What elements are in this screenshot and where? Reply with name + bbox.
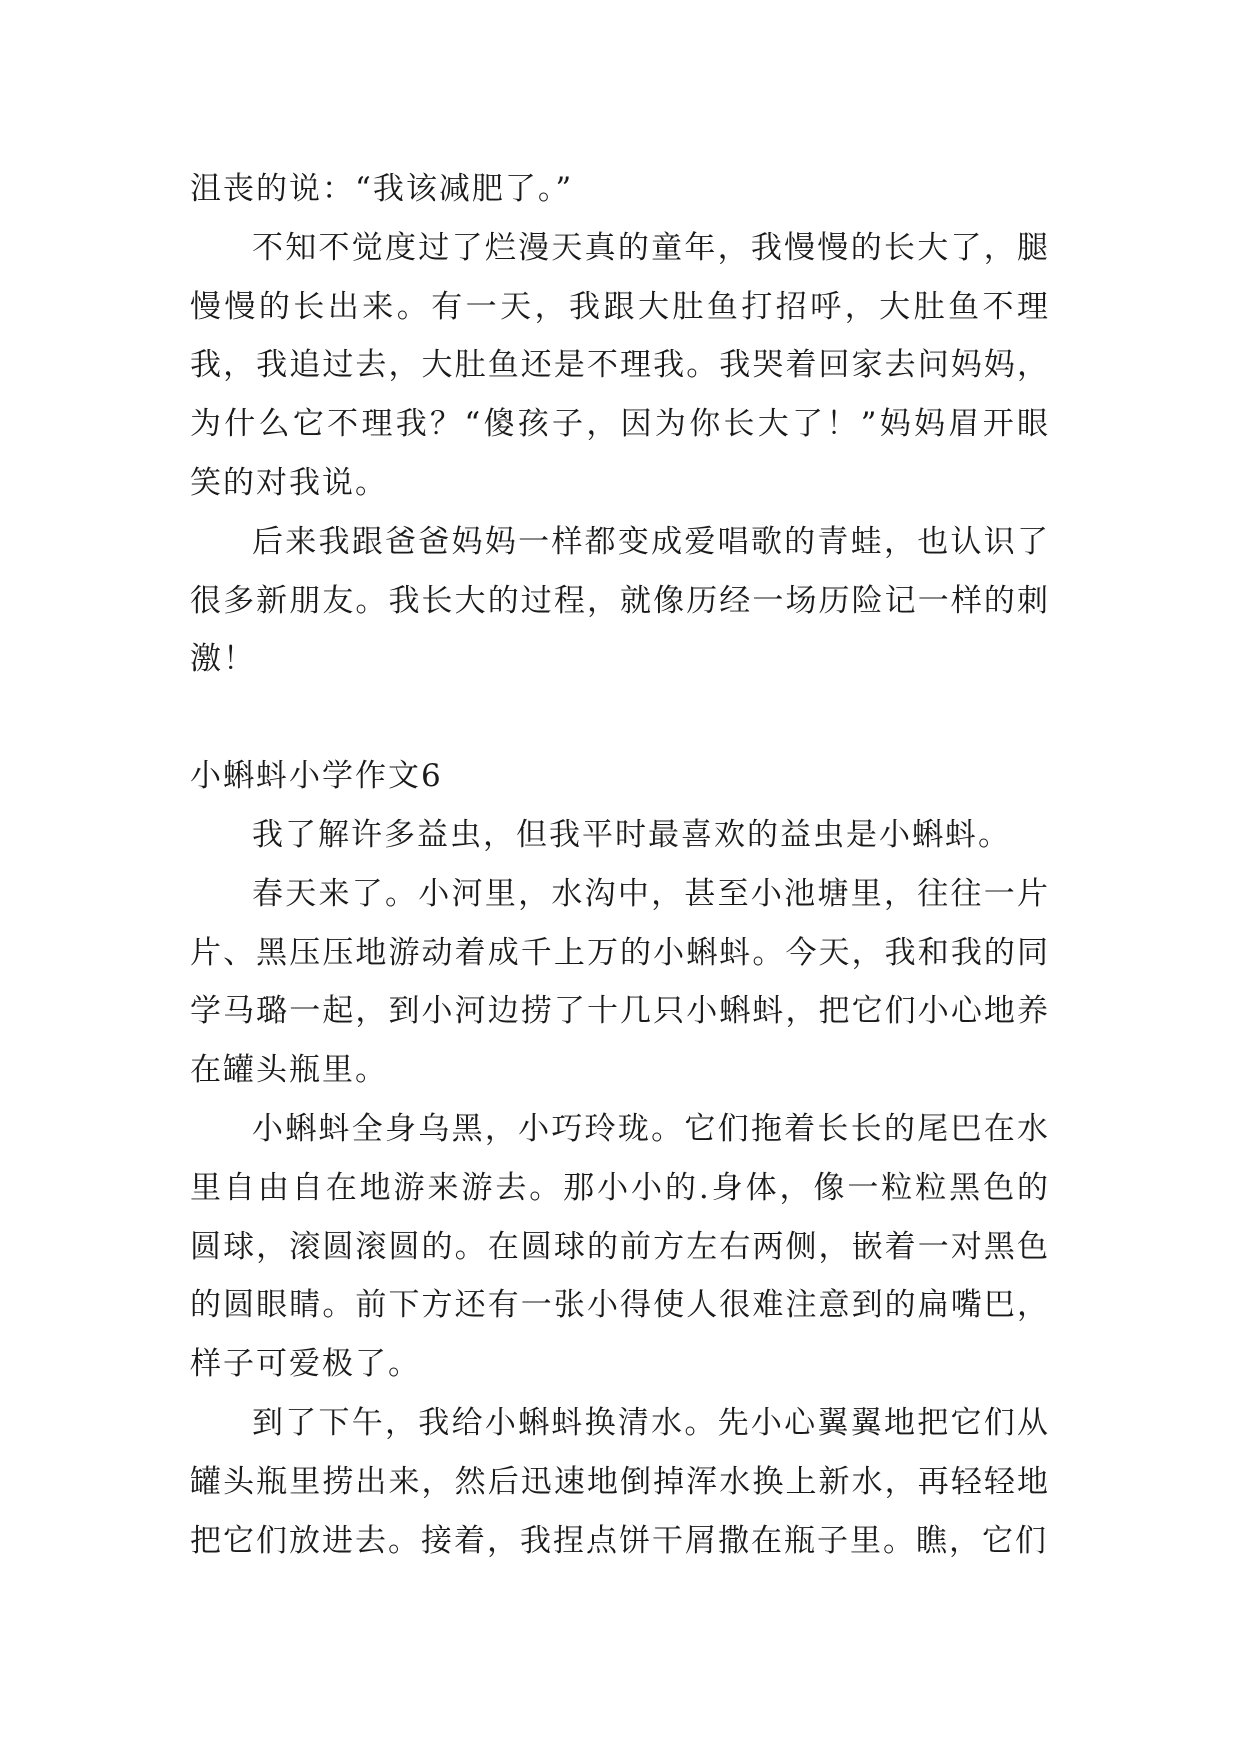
paragraph-afternoon: 到了下午，我给小蝌蚪换清水。先小心翼翼地把它们从罐头瓶里捞出来，然后迅速地倒掉浑水换上新水，再轻轻地把它们放进去。接着，我捏点饼干屑撒在瓶子里。瞧，它们 (190, 1404, 1050, 1559)
section-title: 小蝌蚪小学作文6 (190, 758, 443, 795)
document-body (190, 160, 1050, 1570)
paragraph-appearance: 小蝌蚪全身乌黑，小巧玲珑。它们拖着长长的尾巴在水里自由自在地游来游去。那小小的.身体，像一粒粒黑色的圆球，滚圆滚圆的。在圆球的前方左右两侧，嵌着一对黑色的圆眼睛。前下方还有一张小得使人很难注意到的扁嘴巴，样子可爱极了。 (190, 1110, 1050, 1383)
paragraph-frog: 后来我跟爸爸妈妈一样都变成爱唱歌的青蛙，也认识了很多新朋友。我长大的过程，就像历经一场历险记一样的刺激！ (190, 523, 1050, 678)
paragraph-continuation: 沮丧的说：“我该减肥了。” (190, 171, 574, 207)
section-spacer (190, 689, 1050, 747)
paragraph-childhood: 不知不觉度过了烂漫天真的童年，我慢慢的长大了，腿慢慢的长出来。有一天，我跟大肚鱼打招呼，大肚鱼不理我，我追过去，大肚鱼还是不理我。我哭着回家去问妈妈，为什么它不理我？“傻孩子，因为你长大了！”妈妈眉开眼笑的对我说。 (190, 229, 1050, 501)
paragraph-intro: 我了解许多益虫，但我平时最喜欢的益虫是小蝌蚪。 (252, 816, 1011, 853)
paragraph-spring: 春天来了。小河里，水沟中，甚至小池塘里，往往一片片、黑压压地游动着成千上万的小蝌蚪。今天，我和我的同学马璐一起，到小河边捞了十几只小蝌蚪，把它们小心地养在罐头瓶里。 (190, 875, 1050, 1089)
